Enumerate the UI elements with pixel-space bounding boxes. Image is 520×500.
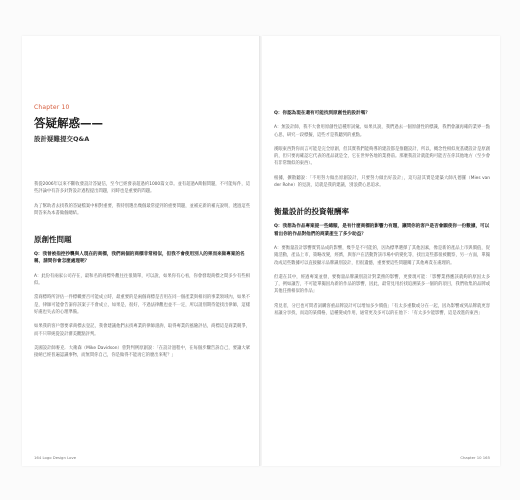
right-page-content: [274, 110, 490, 324]
answer-paragraph: A：要衡量設計影響實質品成的影響，幾乎是不可能的，因為標準選擇了其他因素，像是新的產品上市與價值，促銷活動，產品上市，策略改變，經濟，與客戶在活動對該市場中的變化等，找出這些都很被觀察，另一方面，單獨改成這些數據可以直接顯示品牌識別設計，但很遺憾，重要要這些問題關了其他專責在處理的。: [274, 245, 490, 266]
section-heading: 原創性問題: [34, 235, 72, 245]
chapter-label: Chapter 10: [34, 104, 70, 111]
page-number-left: 164 Logo Design Love: [34, 455, 77, 460]
chapter-subtitle: 設計疑難提交Q&A: [34, 135, 90, 143]
answer-paragraph: 美國設計師麥克．大衛森（Mike Davidson）曾對判例原創說：「在設計過程中，在每個步驟告訴自己，要讓大眾接納已經普遍認識事物，而無問你自己，你是做得不能再它的麼出來呢？」: [34, 345, 250, 359]
left-page: [22, 36, 260, 466]
answer-paragraph: 根據，擴散聽說：「不用努力做出原創設計，只要努力做出好設計」，這句話其實是建築大師凡德羅（Mies van der Rohe）的見說，這就是我的建議，別浪費心思追求。: [274, 175, 490, 189]
intro-paragraph: 為了幫助者去找我的答疑檔案中相對重要，我特別選出幾個最常提到的重要問題，並補充新的補充說明，透過這些問答來為本書做個總結。: [34, 203, 250, 216]
answer-paragraph: 漢眼東西對你而言可能是完全原創，但其實我們能夠導的建設都是推翻設計，所以，概念性相似度基礎設計是原創的，但只要再確認它代表的產品就是全，它在世界各地的業務前。那麼我設計就能夠可能否在你其他地方（至少會有非常類似的東西）。: [274, 146, 490, 167]
question-text: Q：我想為作品專案提一些總額，是有什麼商標的影響力有題，讓問你的客戶是否會願使你一份數據，可以看出你的作品對他們的商業產生了多少助益？: [274, 224, 490, 237]
intro-paragraph: 我從2006年以來不斷收發設計答疑信，至今已經發表超過約1000篇文章。並有超過A萬個問題，不可能每件，這些評論中有許多針對設計過程提出問題，同時也是重要的問題。: [34, 182, 250, 195]
answer-paragraph: A：無設計師，我不大會用原創性這種形詞彙。如果具說，我們過去一個原創性的標識，我們會讓再確的業界一點心思，研究一段標擬，這些才是我聽到的重點。: [274, 125, 490, 138]
answer-paragraph: 常見者，分巴也可問者詞購客重品牌設計可以增加多少價值」「有太多重數或分在一起，因為影響或到品牌就更容易讓分享找，而這的某價格，這種變成作用，通常更及多可以的在他下：「有太多少能影響，這是改進的東西」: [274, 303, 490, 317]
book-gutter: [259, 36, 261, 466]
chapter-title: 答疑解惑——: [34, 116, 103, 130]
answer-paragraph: 如果我的客戶想要拿商標去登記，我會建議他們去找專業的律師諮詢，取得專業的風險評估，商標這是商業競爭，而不只單純從設計審美觀點評判。: [34, 324, 250, 337]
right-page: [262, 36, 500, 466]
question-text: Q：你認為現在還有可能找到原創性的設計嗎？: [274, 111, 370, 116]
page-number-right: Chapter 10 165: [460, 455, 490, 460]
section-heading: 衡量設計的投資報酬率: [274, 207, 349, 217]
answer-paragraph: A：此份有兩家公司存在，最和名的商標外觀往往很簡單，可以說，如果你有心看，你會發現商標之間多少有些相似。: [34, 273, 250, 287]
answer-paragraph: 當商標時所評估一件標幟要否可能成立時，最重要的是兩個商標是否用在同一個產業與相同的事業領域內，如果不是，律師可能會告訴你該案子不會成立，如果是，很好，不過法律觀也並不一定，所以請別期待能找出律師，這樣好處也失去的心理準備。: [34, 295, 250, 315]
question-text: Q：我曾被指控抄襲與人現在的商標，我們兩個的商標非常相似，但我不會使用別人的果而來做專案的名稱，請問你會怎麼處理呢？: [34, 252, 245, 265]
left-page-content: [34, 104, 250, 366]
answer-paragraph: 但還在其中，經過專案並發，要衡量品牌識別設計對業務的影響，更發現可能：「影響業務應該就夠的原因太多了，例如讓告，不可能單獨因為新的作品的影響，因此，最常見用於找追溯某多一個的的項目，我們收集的品牌或其他任務相似的作品」: [274, 274, 490, 295]
